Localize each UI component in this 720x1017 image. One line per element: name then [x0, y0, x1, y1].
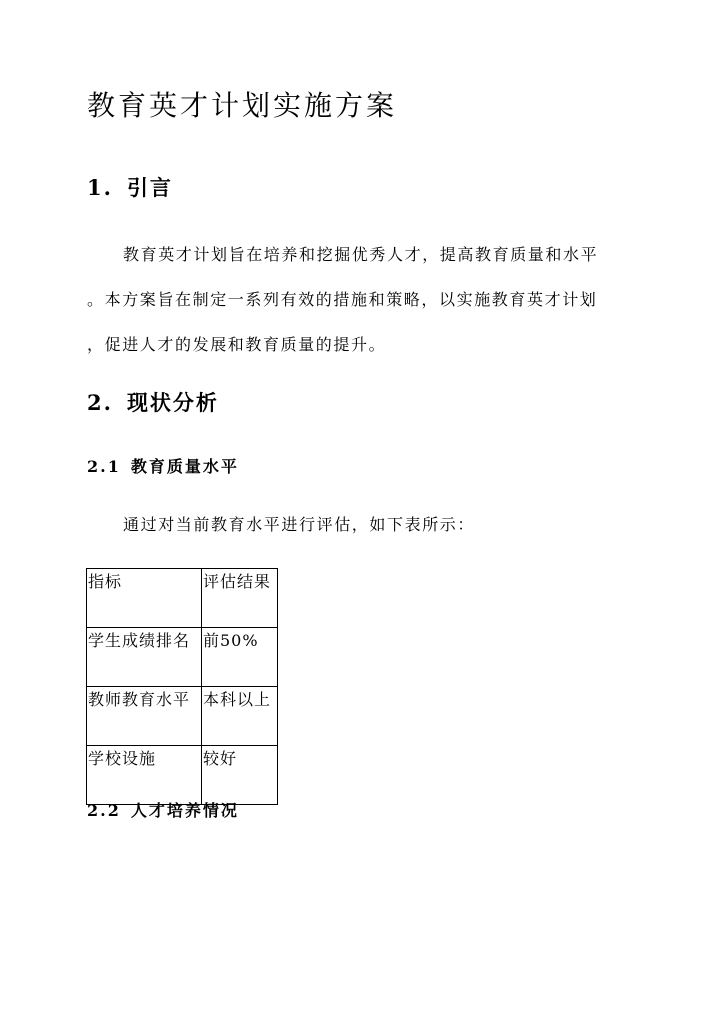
- table-cell: 本科以上: [202, 687, 278, 746]
- subsection-title: 人才培养情况: [130, 801, 239, 820]
- section-heading-introduction: [87, 173, 173, 203]
- table-cell: 较好: [202, 746, 278, 805]
- table-header-row: [87, 569, 278, 628]
- section-title: 引言: [126, 175, 173, 200]
- table-header-cell: 指标: [87, 569, 202, 628]
- table-row: [87, 628, 278, 687]
- subsection-number: 2.1: [87, 457, 121, 476]
- section-number: 2.: [87, 390, 113, 415]
- table-header-cell: 评估结果: [202, 569, 278, 628]
- table-cell: 学校设施: [87, 746, 202, 805]
- evaluation-intro-paragraph: [87, 502, 643, 547]
- table-row: [87, 746, 278, 805]
- section-title: 现状分析: [126, 390, 219, 415]
- evaluation-table: [86, 568, 278, 805]
- subsection-heading-education-quality: [87, 455, 239, 479]
- paragraph-line: ，促进人才的发展和教育质量的提升。: [87, 335, 387, 354]
- section-number: 1.: [87, 175, 113, 200]
- subsection-heading-talent-cultivation: [87, 799, 239, 823]
- paragraph-line: 教育英才计划旨在培养和挖掘优秀人才，提高教育质量和水平: [123, 245, 599, 264]
- document-title: 教育英才计划实施方案: [87, 89, 398, 122]
- section-heading-status-analysis: [87, 388, 219, 418]
- introduction-paragraph: [87, 232, 643, 367]
- paragraph-line: 。本方案旨在制定一系列有效的措施和策略，以实施教育英才计划: [87, 290, 598, 309]
- subsection-number: 2.2: [87, 801, 121, 820]
- table-cell: 前50%: [202, 628, 278, 687]
- paragraph-line: 通过对当前教育水平进行评估，如下表所示：: [123, 515, 476, 534]
- subsection-title: 教育质量水平: [130, 457, 239, 476]
- table-cell: 教师教育水平: [87, 687, 202, 746]
- table-row: [87, 687, 278, 746]
- table-cell: 学生成绩排名: [87, 628, 202, 687]
